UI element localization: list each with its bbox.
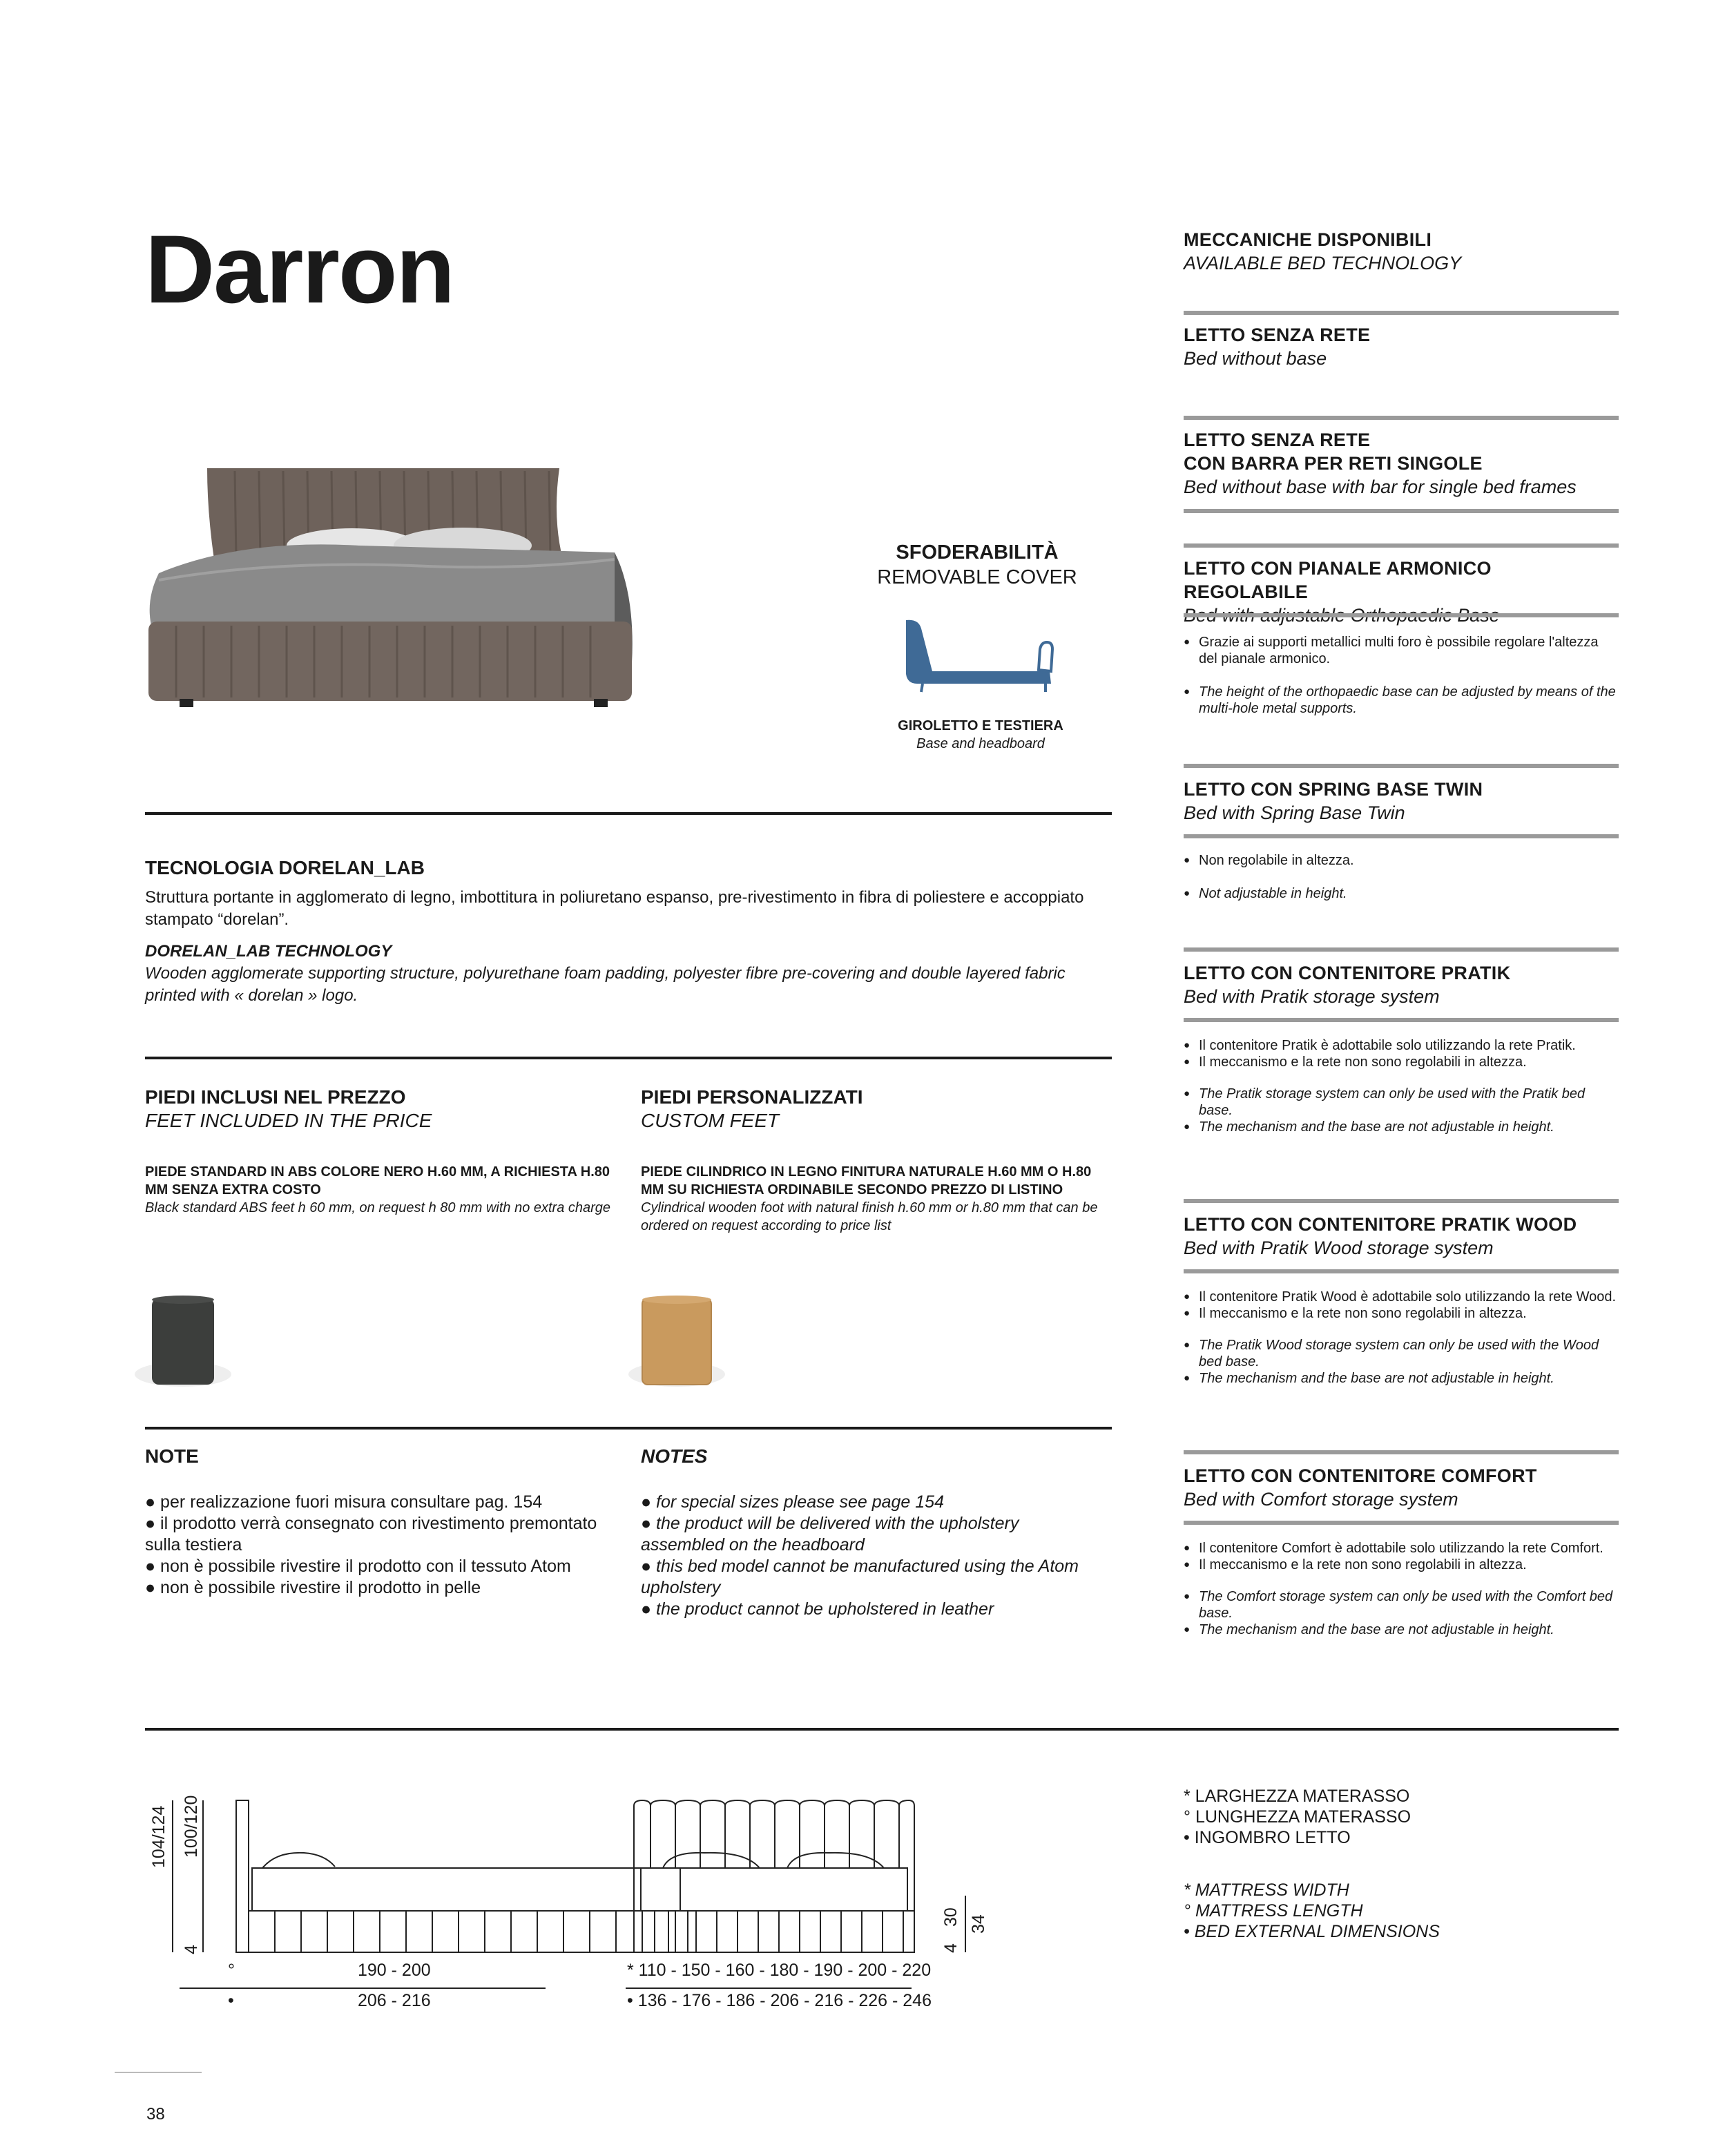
headboard-base-icon bbox=[898, 615, 1057, 697]
feet-included-desc: PIEDE STANDARD IN ABS COLORE NERO H.60 MM, A RICHIESTA H.80 MM SENZA EXTRA COSTO bbox=[145, 1164, 610, 1197]
feet-custom-desc-en: Cylindrical wooden foot with natural finish h.60 mm or h.80 mm that can be ordered on request according to price list bbox=[641, 1200, 1098, 1233]
removable-label-en: Base and headboard bbox=[916, 736, 1045, 751]
option-subtitle: Bed without base bbox=[1184, 348, 1327, 369]
option-bullet-en: ● The Comfort storage system can only be used with the Comfort bed base. bbox=[1184, 1588, 1619, 1621]
option-bullet: ● Il contenitore Comfort è adottabile solo utilizzando la rete Comfort. bbox=[1184, 1540, 1619, 1557]
dimension-drawings bbox=[138, 1785, 1001, 2020]
legend-item: • INGOMBRO LETTO bbox=[1184, 1828, 1351, 1847]
note-item-en: ● the product cannot be upholstered in leather bbox=[641, 1599, 994, 1619]
option-1 bbox=[1184, 323, 1619, 370]
note-item: ● non è possibile rivestire il prodotto in pelle bbox=[145, 1578, 481, 1597]
tech-text-en: Wooden agglomerate supporting structure, polyurethane foam padding, polyester fibre pre-covering and double layered fabric printed with « dorelan » logo. bbox=[145, 964, 1066, 1005]
option-subtitle: Bed with Pratik Wood storage system bbox=[1184, 1238, 1494, 1258]
option-title: LETTO CON PIANALE ARMONICO REGOLABILE bbox=[1184, 558, 1492, 602]
feet-included-subtitle: FEET INCLUDED IN THE PRICE bbox=[145, 1110, 432, 1131]
option-2 bbox=[1184, 428, 1619, 499]
option-bullet-en: ● The mechanism and the base are not adjustable in height. bbox=[1184, 1119, 1619, 1135]
option-bullet: ● Il meccanismo e la rete non sono regolabili in altezza. bbox=[1184, 1557, 1619, 1573]
option-title: LETTO CON CONTENITORE PRATIK WOOD bbox=[1184, 1214, 1577, 1235]
feet-included-desc-en: Black standard ABS feet h 60 mm, on request h 80 mm with no extra charge bbox=[145, 1200, 611, 1215]
technology-header: MECCANICHE DISPONIBILI bbox=[1184, 229, 1432, 250]
note-item: ● non è possibile rivestire il prodotto con il tessuto Atom bbox=[145, 1557, 571, 1576]
option-subtitle: Bed with Pratik storage system bbox=[1184, 986, 1440, 1007]
option-bullet: ● Il meccanismo e la rete non sono regolabili in altezza. bbox=[1184, 1305, 1619, 1322]
note-item-en: ● the product will be delivered with the upholstery assembled on the headboard bbox=[641, 1514, 1019, 1555]
option-6 bbox=[1184, 1213, 1619, 1260]
dim-bed-height: 34 bbox=[969, 1914, 988, 1934]
dim-length-symbol: ° bbox=[228, 1961, 235, 1980]
option-bullet: ● Grazie ai supporti metallici multi foro è possibile regolare l'altezza del pianale armonico. bbox=[1184, 634, 1619, 667]
page-title: Darron bbox=[145, 215, 454, 323]
option-title-2: CON BARRA PER RETI SINGOLE bbox=[1184, 453, 1483, 474]
feet-included-title: PIEDI INCLUSI NEL PREZZO bbox=[145, 1086, 406, 1108]
legend-item: ° LUNGHEZZA MATERASSO bbox=[1184, 1807, 1411, 1827]
bed-photo bbox=[138, 456, 649, 739]
option-5 bbox=[1184, 961, 1619, 1008]
dim-height-total: 104/124 bbox=[149, 1805, 168, 1868]
notes-title: NOTE bbox=[145, 1445, 199, 1467]
page-number: 38 bbox=[146, 2105, 165, 2124]
option-bullet: ● Non regolabile in altezza. bbox=[1184, 852, 1619, 869]
dim-external: 206 - 216 bbox=[358, 1991, 431, 2010]
option-bullet-en: ● The mechanism and the base are not adjustable in height. bbox=[1184, 1370, 1619, 1387]
option-bullet-en: ● Not adjustable in height. bbox=[1184, 885, 1619, 902]
black-foot-photo bbox=[124, 1264, 242, 1423]
option-title: LETTO SENZA RETE bbox=[1184, 430, 1371, 450]
tech-title-en: DORELAN_LAB TECHNOLOGY bbox=[145, 942, 392, 961]
removable-cover-title: SFODERABILITÀ bbox=[896, 541, 1059, 564]
option-bullet-en: ● The mechanism and the base are not adjustable in height. bbox=[1184, 1621, 1619, 1638]
dim-external-symbol: • bbox=[228, 1991, 234, 2010]
option-subtitle: Bed with Comfort storage system bbox=[1184, 1489, 1458, 1510]
feet-custom-title: PIEDI PERSONALIZZATI bbox=[641, 1086, 863, 1108]
legend-item-en: ° MATTRESS LENGTH bbox=[1184, 1901, 1363, 1921]
option-bullet: ● Il meccanismo e la rete non sono regolabili in altezza. bbox=[1184, 1054, 1619, 1070]
option-7 bbox=[1184, 1464, 1619, 1511]
option-bullet: ● Il contenitore Pratik Wood è adottabile solo utilizzando la rete Wood. bbox=[1184, 1289, 1619, 1305]
note-item: ● per realizzazione fuori misura consultare pag. 154 bbox=[145, 1492, 543, 1512]
removable-label: GIROLETTO E TESTIERA bbox=[898, 718, 1063, 733]
option-4 bbox=[1184, 778, 1619, 825]
notes-title-en: NOTES bbox=[641, 1445, 708, 1467]
legend-item-en: • BED EXTERNAL DIMENSIONS bbox=[1184, 1922, 1440, 1941]
option-subtitle: Bed with Spring Base Twin bbox=[1184, 802, 1405, 823]
option-title: LETTO CON CONTENITORE PRATIK bbox=[1184, 963, 1511, 983]
feet-custom-subtitle: CUSTOM FEET bbox=[641, 1110, 780, 1131]
legend-item-en: * MATTRESS WIDTH bbox=[1184, 1880, 1349, 1900]
feet-custom-desc: PIEDE CILINDRICO IN LEGNO FINITURA NATURALE H.60 MM O H.80 MM SU RICHIESTA ORDINABILE SECONDO PREZZO DI LISTINO bbox=[641, 1164, 1092, 1197]
dim-height-head: 100/120 bbox=[182, 1795, 201, 1858]
option-bullet-en: ● The height of the orthopaedic base can be adjusted by means of the multi-hole metal supports. bbox=[1184, 684, 1619, 717]
note-item-en: ● for special sizes please see page 154 bbox=[641, 1492, 944, 1512]
option-subtitle: Bed without base with bar for single bed frames bbox=[1184, 477, 1577, 497]
dim-external-widths: • 136 - 176 - 186 - 206 - 216 - 226 - 246 bbox=[627, 1991, 932, 2010]
dim-widths: * 110 - 150 - 160 - 180 - 190 - 200 - 220 bbox=[627, 1961, 932, 1980]
option-title: LETTO CON CONTENITORE COMFORT bbox=[1184, 1465, 1537, 1486]
option-title: LETTO SENZA RETE bbox=[1184, 325, 1371, 345]
dim-base: 30 bbox=[941, 1907, 961, 1927]
note-item: ● il prodotto verrà consegnato con rivestimento premontato sulla testiera bbox=[145, 1514, 597, 1555]
dim-foot: 4 bbox=[182, 1945, 201, 1954]
tech-text: Struttura portante in agglomerato di legno, imbottitura in poliuretano espanso, pre-rivestimento in fibra di poliestere e accoppiato stampato “dorelan”. bbox=[145, 888, 1084, 929]
option-bullet: ● Il contenitore Pratik è adottabile solo utilizzando la rete Pratik. bbox=[1184, 1037, 1619, 1054]
technology-subheader: AVAILABLE BED TECHNOLOGY bbox=[1184, 253, 1462, 273]
legend-item: * LARGHEZZA MATERASSO bbox=[1184, 1787, 1410, 1806]
option-bullet-en: ● The Pratik Wood storage system can only be used with the Wood bed base. bbox=[1184, 1337, 1619, 1370]
tech-title: TECNOLOGIA DORELAN_LAB bbox=[145, 857, 425, 878]
dim-foot-front: 4 bbox=[941, 1943, 961, 1953]
option-bullet-en: ● The Pratik storage system can only be used with the Pratik bed base. bbox=[1184, 1086, 1619, 1119]
dim-length: 190 - 200 bbox=[358, 1961, 431, 1980]
option-title: LETTO CON SPRING BASE TWIN bbox=[1184, 779, 1483, 800]
removable-cover-subtitle: REMOVABLE COVER bbox=[877, 566, 1077, 588]
wooden-foot-photo bbox=[618, 1264, 735, 1423]
note-item-en: ● this bed model cannot be manufactured using the Atom upholstery bbox=[641, 1557, 1079, 1597]
